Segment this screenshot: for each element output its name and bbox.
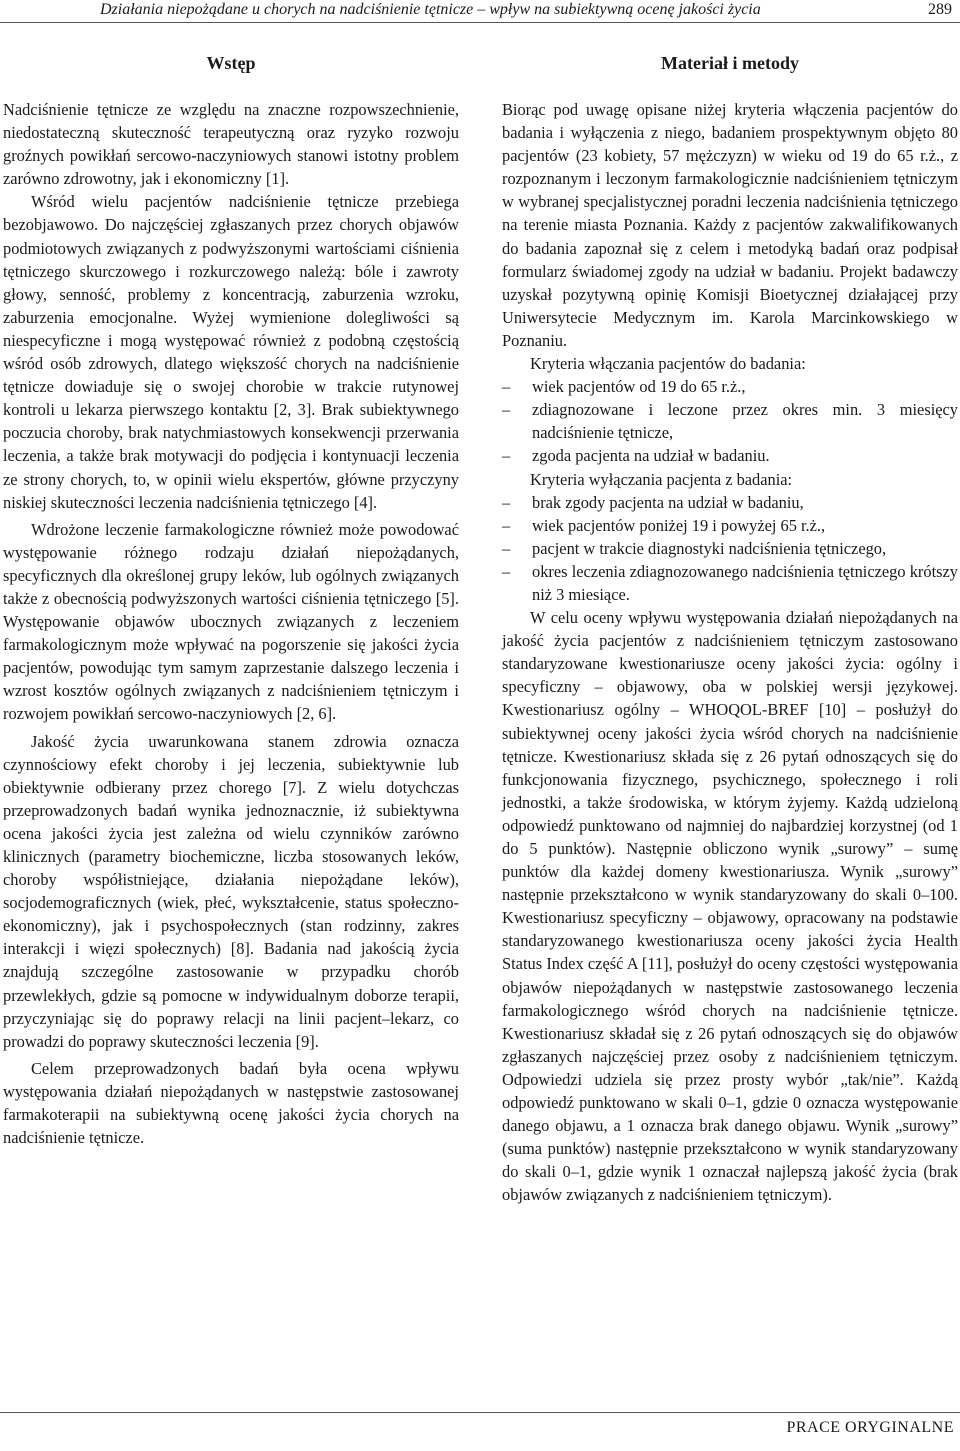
paragraph: Biorąc pod uwagę opisane niżej kryteria włączenia pacjentów do badania i wyłączenia z niego, badaniem prospektywnym objęto 80 pacjentów (23 kobiety, 57 mężczyzn) w wieku od 19 do 65 r.ż., z rozpoznanym i leczonym farmakologicznie nadciśnieniem tętniczym w wybranej specjalistycznej poradni leczenia nadciśnienia tętniczego na terenie miasta Poznania. Każdy z pacjentów zakwalifikowanych do badania zapoznał się z celem i metodyką badań oraz podpisał formularz świadomej zgody na udział w badaniu. Projekt badawczy uzyskał pozytywną opinię Komisji Bioetycznej działającej przy Uniwersytecie Medycznym im. Karola Marcinkowskiego w Poznaniu. xyxy=(502,100,958,350)
methods-body xyxy=(502,98,958,1207)
introduction-body xyxy=(3,98,459,1149)
paragraph: Jakość życia uwarunkowana stanem zdrowia oznacza czynnościowy efekt choroby i jej leczenia, subiektywnie lub obiektywnie odbierany przez chorego [7]. Z wielu dotychczas przeprowadzonych badań wynika jednoznacznie, iż subiektywna ocena jakości życia jest zależna od wielu czynników zarówno klinicznych (parametry biochemiczne, liczba stosowanych leków, choroby współistniejące, działania niepożądane leków), socjodemograficznych (wiek, płeć, wykształcenie, status społeczno-ekonomiczny), jak i psychospołecznych (stan rodzinny, zakres interakcji i więzi społecznych) [8]. Badania nad jakością życia znajdują szczególne zastosowanie w przypadku chorób przewlekłych, gdzie są pomocne w indywidualnym doborze terapii, przyczyniając się do poprawy relacji na linii pacjent–lekarz, co prowadzi do poprawy skuteczności leczenia [9]. xyxy=(3,731,459,1051)
list-item: – zdiagnozowane i leczone przez okres min. 3 miesięcy nadciśnienie tętnicze, xyxy=(502,398,958,444)
section-heading-introduction: Wstęp xyxy=(206,53,256,73)
list-item: – okres leczenia zdiagnozowanego nadciśnienia tętniczego krótszy niż 3 miesiące. xyxy=(502,560,958,606)
paragraph: Wśród wielu pacjentów nadciśnienie tętnicze przebiega bezobjawowo. Do najczęściej zgłaszanych przez chorych objawów podmiotowych związanych z podwyższonymi wartościami ciśnienia tętniczego skurczowego i rozkurczowego należą: bóle i zawroty głowy, senność, problemy z koncentracją, zaburzenia wzroku, zaburzenia emocjonalne. Wyżej wymienione dolegliwości są niespecyficzne i mogą występować również z podobną częstością wśród osób zdrowych, dlatego większość chorych na nadciśnienie tętnicze dowiaduje się o swojej chorobie w trakcie rutynowej kontroli u lekarza pierwszego kontaktu [2, 3]. Brak subiektywnego poczucia choroby, brak natychmiastowych konsekwencji przerwania leczenia, a także brak motywacji do podjęcia i kontynuacji leczenia ze strony chorych, to, w opinii wielu ekspertów, główne przyczyny niskiej skuteczności leczenia nadciśnienia tętniczego [4]. xyxy=(3,192,459,512)
exclusion-criteria-title: Kryteria wyłączania pacjenta z badania: xyxy=(530,469,793,489)
paragraph: Nadciśnienie tętnicze ze względu na znaczne rozpowszechnienie, niedostateczną skuteczność terapeutyczną oraz ryzyko rozwoju groźnych powikłań sercowo-naczyniowych stanowi istotny problem zarówno zdrowotny, jak i ekonomiczny [1]. xyxy=(3,100,459,189)
paragraph: Wdrożone leczenie farmakologiczne również może powodować występowanie różnego rodzaju działań niepożądanych, specyficznych dla określonej grupy leków, lub ogólnych związanych także z obecnością podwyższonych wartości ciśnienia tętniczego [5]. Występowanie objawów ubocznych związanych z leczeniem farmakologicznym może wpływać na pogorszenie się jakości życia pacjentów, powodując tym samym zaprzestanie dalszego leczenia i wzrost kosztów ogólnych związanych z nadciśnieniem tętniczym i rozwojem powikłań sercowo-naczyniowych [2, 6]. xyxy=(3,519,459,724)
list-item: – brak zgody pacjenta na udział w badaniu, xyxy=(502,491,958,514)
paragraph: W celu oceny wpływu występowania działań niepożądanych na jakość życia pacjentów z nadciśnieniem tętniczym zastosowano standaryzowane kwestionariusze oceny jakości życia: ogólny i specyficzny – objawowy, oba w polskiej wersji językowej. Kwestionariusz ogólny – WHOQOL-BREF [10] – posłużył do subiektywnej oceny jakości życia wśród chorych na nadciśnienie tętnicze. Kwestionariusz składa się z 26 pytań odnoszących się do funkcjonowania fizycznego, psychicznego, społecznego i roli jednostki, a także środowiska, w którym żyjemy. Każdą udzieloną odpowiedź punktowano od najmniej do najbardziej korzystnej (od 1 do 5 punktów). Następnie obliczono wynik „surowy” – sumę punktów dla każdej domeny kwestionariusza. Wynik „surowy” następnie przekształcono w wynik standaryzowany do skali 0–100. Kwestionariusz specyficzny – objawowy, opracowany na podstawie standaryzowanego kwestionariusza oceny jakości życia Health Status Index część A [11], posłużył do oceny częstości występowania objawów niepożądanych w następstwie zastosowanego leczenia farmakologicznego wśród chorych na nadciśnienie tętnicze. Kwestionariusz składał się z 26 pytań odnoszących się do objawów zgłaszanych najczęściej przez osoby z nadciśnieniem tętniczym. Odpowiedzi udziela się przez prosty wybór „tak/nie”. Każdą odpowiedź punktowano w skali 0–1, gdzie 0 oznacza występowanie danego objawu, a 1 oznacza brak danego objawu. Wynik „surowy” (suma punktów) następnie przekształcono w wynik standaryzowany do skali 0–1, gdzie wynik 1 oznaczał najlepszą jakość życia (brak objawów związanych z nadciśnieniem tętniczym). xyxy=(502,608,958,1205)
running-title: Działania niepożądane u chorych na nadciśnienie tętnicze – wpływ na subiektywną ocenę jakości życia xyxy=(100,1,761,18)
paragraph: Celem przeprowadzonych badań była ocena wpływu występowania działań niepożądanych w następstwie zastosowanej farmakoterapii na subiektywną ocenę jakości życia chorych na nadciśnienie tętnicze. xyxy=(3,1058,459,1148)
page-number: 289 xyxy=(928,1,952,18)
section-label: PRACE ORYGINALNE xyxy=(786,1419,954,1436)
section-heading-methods: Materiał i metody xyxy=(661,53,799,73)
left-column xyxy=(3,52,459,1149)
list-item: – wiek pacjentów poniżej 19 i powyżej 65 r.ż., xyxy=(502,514,958,537)
right-column xyxy=(502,52,958,1207)
inclusion-criteria-list xyxy=(502,375,958,467)
footer-divider xyxy=(0,1412,960,1413)
list-item: – wiek pacjentów od 19 do 65 r.ż., xyxy=(502,375,958,398)
exclusion-criteria-list xyxy=(502,491,958,606)
list-item: – pacjent w trakcie diagnostyki nadciśnienia tętniczego, xyxy=(502,537,958,560)
header-divider xyxy=(0,22,960,23)
running-header xyxy=(0,0,960,22)
list-item: – zgoda pacjenta na udział w badaniu. xyxy=(502,444,958,467)
inclusion-criteria-title: Kryteria włączania pacjentów do badania: xyxy=(530,354,806,374)
